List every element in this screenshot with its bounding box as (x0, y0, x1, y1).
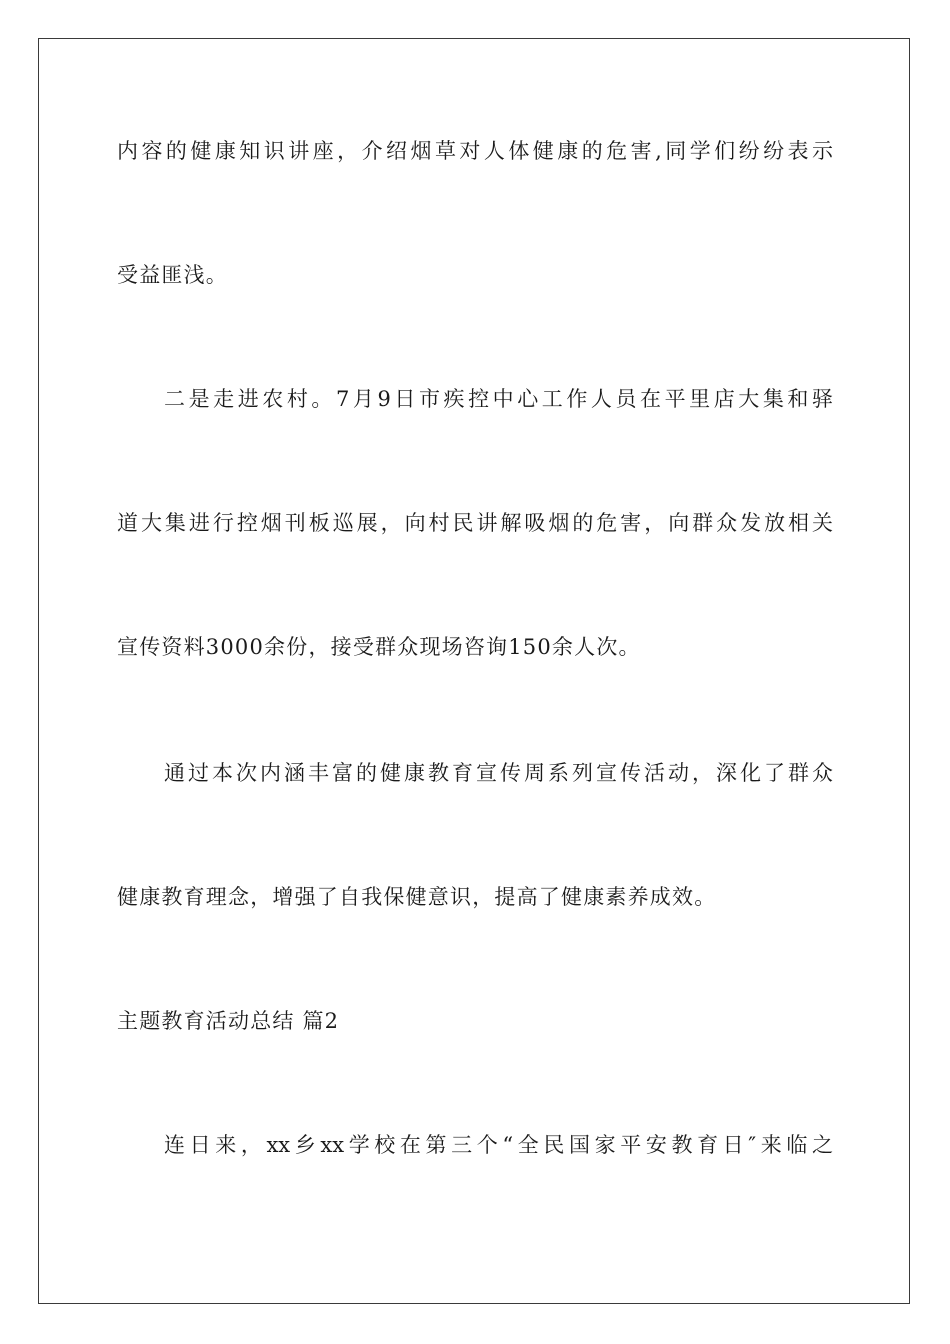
paragraph-line-3: 二是走进农村。7月9日市疾控中心工作人员在平里店大集和驿 (164, 387, 833, 411)
paragraph-line-5: 宣传资料3000余份，接受群众现场咨询150余人次。 (117, 635, 641, 659)
section-heading: 主题教育活动总结 篇2 (117, 1009, 340, 1033)
paragraph-line-4: 道大集进行控烟刊板巡展，向村民讲解吸烟的危害，向群众发放相关 (117, 511, 833, 535)
paragraph-line-2: 受益匪浅。 (117, 263, 228, 287)
paragraph-line-8: 连日来，xx乡xx学校在第三个“全民国家平安教育日″来临之 (164, 1133, 833, 1157)
paragraph-line-1: 内容的健康知识讲座，介绍烟草对人体健康的危害,同学们纷纷表示 (117, 139, 833, 163)
page-border (38, 38, 910, 1304)
paragraph-line-6: 通过本次内涵丰富的健康教育宣传周系列宣传活动，深化了群众 (164, 761, 833, 785)
paragraph-line-7: 健康教育理念，增强了自我保健意识，提高了健康素养成效。 (117, 885, 717, 909)
